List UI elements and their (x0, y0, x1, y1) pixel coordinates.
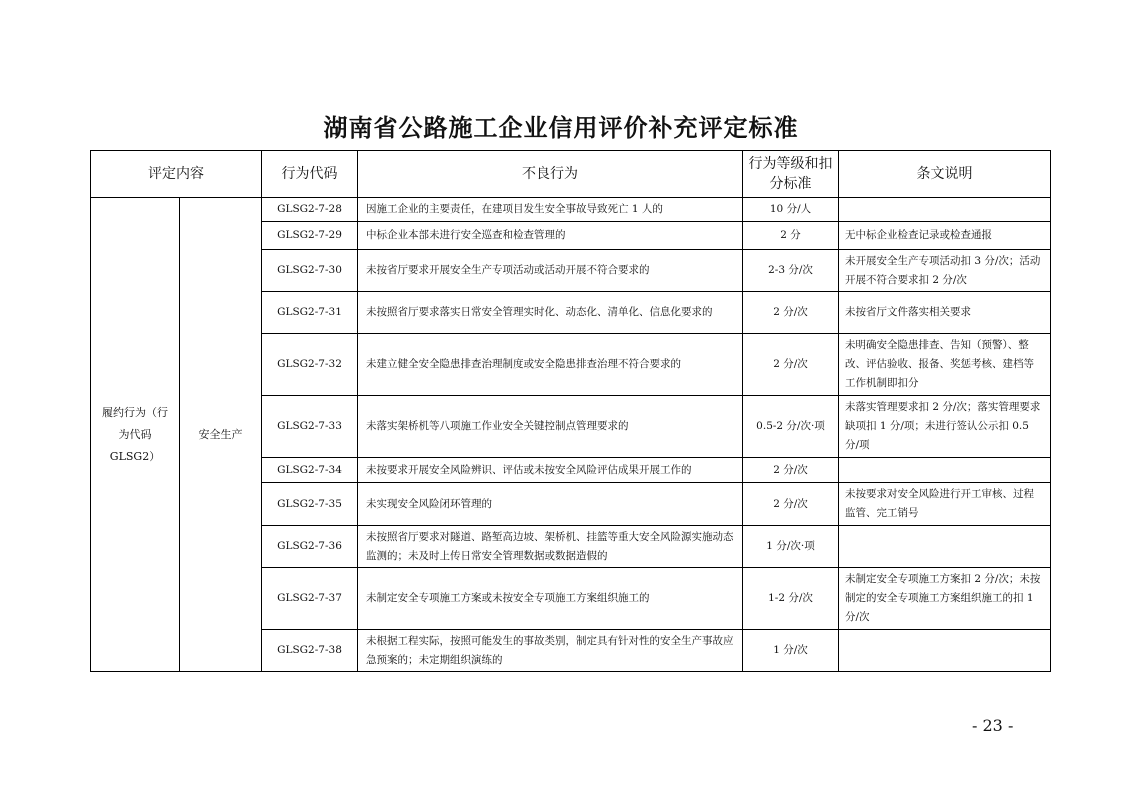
category-performance: 履约行为（行为代码 GLSG2） (91, 198, 180, 672)
behavior-cell: 因施工企业的主要责任，在建项目发生安全事故导致死亡 1 人的 (358, 198, 743, 222)
header-code: 行为代码 (262, 151, 358, 198)
code-cell: GLSG2-7-35 (262, 483, 358, 526)
level-cell: 2-3 分/次 (743, 250, 839, 292)
behavior-cell: 未按照省厅要求对隧道、路堑高边坡、架桥机、挂篮等重大安全风险源实施动态监测的；未及时上传日常安全管理数据或数据造假的 (358, 526, 743, 568)
code-cell: GLSG2-7-30 (262, 250, 358, 292)
category-safety: 安全生产 (180, 198, 262, 672)
code-cell: GLSG2-7-33 (262, 396, 358, 458)
level-cell: 2 分/次 (743, 334, 839, 396)
code-cell: GLSG2-7-38 (262, 630, 358, 672)
code-cell: GLSG2-7-28 (262, 198, 358, 222)
table-header-row (91, 151, 1051, 198)
note-cell: 未落实管理要求扣 2 分/次；落实管理要求缺项扣 1 分/项；未进行签认公示扣 0.5 分/项 (839, 396, 1051, 458)
behavior-cell: 未按照省厅要求落实日常安全管理实时化、动态化、清单化、信息化要求的 (358, 292, 743, 334)
header-note: 条文说明 (839, 151, 1051, 198)
code-cell: GLSG2-7-29 (262, 222, 358, 250)
code-cell: GLSG2-7-31 (262, 292, 358, 334)
note-cell: 未制定安全专项施工方案扣 2 分/次；未按制定的安全专项施工方案组织施工的扣 1 分/次 (839, 568, 1051, 630)
behavior-cell: 中标企业本部未进行安全巡查和检查管理的 (358, 222, 743, 250)
level-cell: 2 分/次 (743, 458, 839, 483)
code-cell: GLSG2-7-32 (262, 334, 358, 396)
note-cell (839, 198, 1051, 222)
note-cell: 未明确安全隐患排查、告知（预警）、整改、评估验收、报备、奖惩考核、建档等工作机制即扣分 (839, 334, 1051, 396)
behavior-cell: 未建立健全安全隐患排查治理制度或安全隐患排查治理不符合要求的 (358, 334, 743, 396)
level-cell: 2 分/次 (743, 292, 839, 334)
criteria-table (90, 150, 1051, 672)
note-cell: 未按省厅文件落实相关要求 (839, 292, 1051, 334)
table-row (91, 198, 1051, 222)
level-cell: 1 分/次 (743, 630, 839, 672)
header-level: 行为等级和扣分标准 (743, 151, 839, 198)
code-cell: GLSG2-7-37 (262, 568, 358, 630)
behavior-cell: 未按要求开展安全风险辨识、评估或未按安全风险评估成果开展工作的 (358, 458, 743, 483)
behavior-cell: 未实现安全风险闭环管理的 (358, 483, 743, 526)
behavior-cell: 未根据工程实际，按照可能发生的事故类别，制定具有针对性的安全生产事故应急预案的；未定期组织演练的 (358, 630, 743, 672)
level-cell: 1-2 分/次 (743, 568, 839, 630)
page-number: - 23 - (972, 716, 1014, 735)
behavior-cell: 未制定安全专项施工方案或未按安全专项施工方案组织施工的 (358, 568, 743, 630)
level-cell: 2 分 (743, 222, 839, 250)
note-cell: 未按要求对安全风险进行开工审核、过程监管、完工销号 (839, 483, 1051, 526)
level-cell: 10 分/人 (743, 198, 839, 222)
code-cell: GLSG2-7-34 (262, 458, 358, 483)
note-cell: 未开展安全生产专项活动扣 3 分/次；活动开展不符合要求扣 2 分/次 (839, 250, 1051, 292)
note-cell: 无中标企业检查记录或检查通报 (839, 222, 1051, 250)
behavior-cell: 未落实架桥机等八项施工作业安全关键控制点管理要求的 (358, 396, 743, 458)
level-cell: 2 分/次 (743, 483, 839, 526)
note-cell (839, 458, 1051, 483)
header-content: 评定内容 (91, 151, 262, 198)
level-cell: 0.5-2 分/次·项 (743, 396, 839, 458)
level-cell: 1 分/次·项 (743, 526, 839, 568)
header-behavior: 不良行为 (358, 151, 743, 198)
note-cell (839, 630, 1051, 672)
note-cell (839, 526, 1051, 568)
document-title: 湖南省公路施工企业信用评价补充评定标准 (323, 113, 799, 142)
behavior-cell: 未按省厅要求开展安全生产专项活动或活动开展不符合要求的 (358, 250, 743, 292)
code-cell: GLSG2-7-36 (262, 526, 358, 568)
